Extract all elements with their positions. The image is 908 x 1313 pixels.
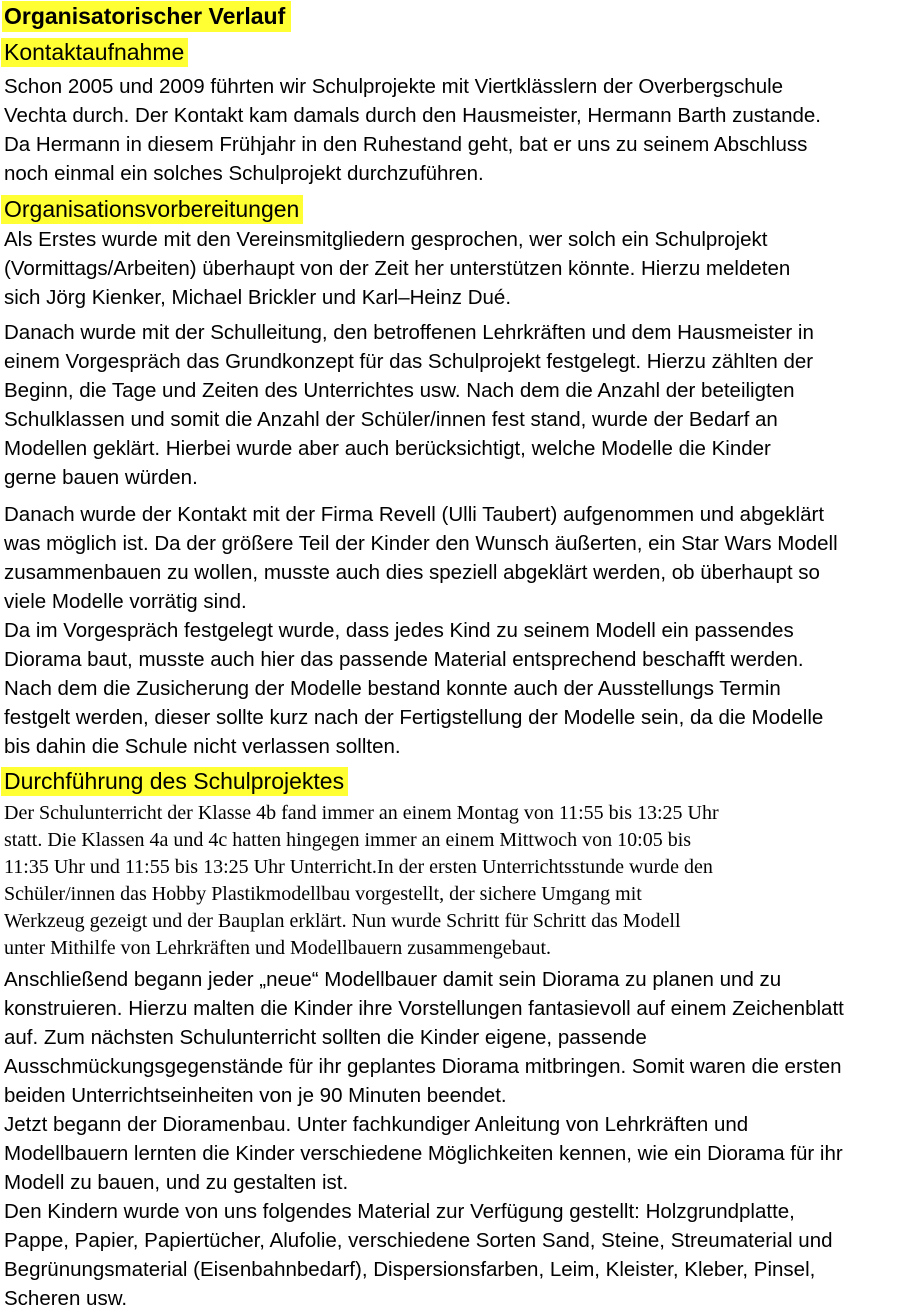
text-line: konstruieren. Hierzu malten die Kinder ihre Vorstellungen fantasievoll auf einem Zeichenblatt — [4, 997, 844, 1020]
text-line: Jetzt begann der Dioramenbau. Unter fachkundiger Anleitung von Lehrkräften und — [4, 1113, 749, 1136]
text-line: zusammenbauen zu wollen, musste auch dies speziell abgeklärt werden, ob überhaupt so — [4, 561, 820, 584]
text-line: Modellbauern lernten die Kinder verschiedene Möglichkeiten kennen, wie ein Diorama für ihr — [4, 1142, 843, 1165]
heading-kontaktaufnahme: Kontaktaufnahme — [1, 38, 188, 67]
paragraph-vorbereitung-3 — [4, 500, 838, 761]
text-line: Den Kindern wurde von uns folgendes Material zur Verfügung gestellt: Holzgrundplatte, — [4, 1200, 795, 1223]
text-line: Diorama baut, musste auch hier das passende Material entsprechend beschafft werden. — [4, 648, 804, 671]
paragraph-vorbereitung-2 — [4, 318, 814, 492]
text-line: Vechta durch. Der Kontakt kam damals durch den Hausmeister, Hermann Barth zustande. — [4, 104, 821, 127]
text-line: Werkzeug gezeigt und der Bauplan erklärt. Nun wurde Schritt für Schritt das Modell — [4, 910, 681, 932]
text-line: Schulklassen und somit die Anzahl der Schüler/innen fest stand, wurde der Bedarf an — [4, 408, 778, 431]
text-line: Danach wurde der Kontakt mit der Firma Revell (Ulli Taubert) aufgenommen und abgeklärt — [4, 503, 825, 526]
text-line: Der Schulunterricht der Klasse 4b fand immer an einem Montag von 11:55 bis 13:25 Uhr — [4, 802, 719, 824]
text-line: beiden Unterrichtseinheiten von je 90 Minuten beendet. — [4, 1084, 507, 1107]
text-line: Modellen geklärt. Hierbei wurde aber auch berücksichtigt, welche Modelle die Kinder — [4, 437, 771, 460]
text-line: Ausschmückungsgegenstände für ihr geplantes Diorama mitbringen. Somit waren die ersten — [4, 1055, 842, 1078]
text-line: viele Modelle vorrätig sind. — [4, 590, 247, 613]
paragraph-kontakt — [4, 72, 821, 188]
heading-durchfuehrung: Durchführung des Schulprojektes — [1, 767, 348, 796]
text-line: festgelt werden, dieser sollte kurz nach der Fertigstellung der Modelle sein, da die Modelle — [4, 706, 824, 729]
text-line: Schüler/innen das Hobby Plastikmodellbau vorgestellt, der sichere Umgang mit — [4, 883, 642, 905]
text-line: noch einmal ein solches Schulprojekt durchzuführen. — [4, 162, 484, 185]
text-line: gerne bauen würden. — [4, 466, 198, 489]
text-line: Scheren usw. — [4, 1287, 128, 1310]
text-line: auf. Zum nächsten Schulunterricht sollten die Kinder eigene, passende — [4, 1026, 647, 1049]
text-line: bis dahin die Schule nicht verlassen sollten. — [4, 735, 401, 758]
text-line: (Vormittags/Arbeiten) überhaupt von der Zeit her unterstützen könnte. Hierzu meldeten — [4, 257, 791, 280]
text-line: Modell zu bauen, und zu gestalten ist. — [4, 1171, 349, 1194]
text-line: Nach dem die Zusicherung der Modelle bestand konnte auch der Ausstellungs Termin — [4, 677, 781, 700]
text-line: Als Erstes wurde mit den Vereinsmitgliedern gesprochen, wer solch ein Schulprojekt — [4, 228, 768, 251]
paragraph-durchfuehrung-1 — [4, 800, 719, 962]
text-line: unter Mithilfe von Lehrkräften und Modellbauern zusammengebaut. — [4, 937, 552, 959]
text-line: Beginn, die Tage und Zeiten des Unterrichtes usw. Nach dem die Anzahl der beteiligten — [4, 379, 795, 402]
page-title: Organisatorischer Verlauf — [2, 1, 291, 32]
paragraph-durchfuehrung-2 — [4, 965, 844, 1313]
text-line: Da im Vorgespräch festgelegt wurde, dass jedes Kind zu seinem Modell ein passendes — [4, 619, 794, 642]
text-line: statt. Die Klassen 4a und 4c hatten hingegen immer an einem Mittwoch von 10:05 bis — [4, 829, 692, 851]
text-line: Anschließend begann jeder „neue“ Modellbauer damit sein Diorama zu planen und zu — [4, 968, 782, 991]
text-line: Begrünungsmaterial (Eisenbahnbedarf), Dispersionsfarben, Leim, Kleister, Kleber, Pinsel, — [4, 1258, 816, 1281]
text-line: Schon 2005 und 2009 führten wir Schulprojekte mit Viertklässlern der Overbergschule — [4, 75, 784, 98]
text-line: sich Jörg Kienker, Michael Brickler und Karl–Heinz Dué. — [4, 286, 512, 309]
paragraph-vorbereitung-1 — [4, 225, 790, 312]
text-line: Danach wurde mit der Schulleitung, den betroffenen Lehrkräften und dem Hausmeister in — [4, 321, 814, 344]
text-line: was möglich ist. Da der größere Teil der Kinder den Wunsch äußerten, ein Star Wars Modell — [4, 532, 838, 555]
text-line: Da Hermann in diesem Frühjahr in den Ruhestand geht, bat er uns zu seinem Abschluss — [4, 133, 808, 156]
text-line: einem Vorgespräch das Grundkonzept für das Schulprojekt festgelegt. Hierzu zählten der — [4, 350, 814, 373]
text-line: Pappe, Papier, Papiertücher, Alufolie, verschiedene Sorten Sand, Steine, Streumaterial und — [4, 1229, 833, 1252]
heading-organisationsvorbereitungen: Organisationsvorbereitungen — [1, 195, 303, 224]
text-line: 11:35 Uhr und 11:55 bis 13:25 Uhr Unterricht.In der ersten Unterrichtsstunde wurde den — [4, 856, 713, 878]
